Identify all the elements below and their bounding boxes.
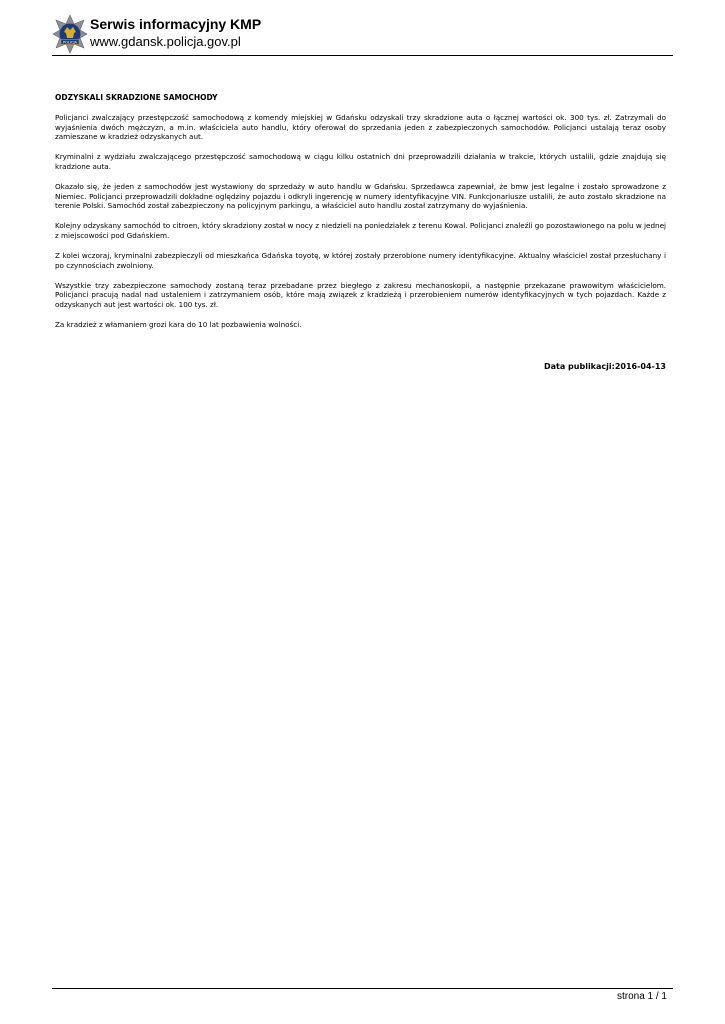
footer-divider [52,988,673,989]
article-title: ODZYSKALI SKRADZIONE SAMOCHODY [55,93,218,102]
article-paragraph: Kryminalni z wydziału zwalczającego przestępczość samochodową w ciągu kilku ostatnich dni przeprowadzili działania w trakcie, których ustalili, gdzie znajdują się kradzione auta. [55,152,666,171]
police-star-badge-icon [52,14,88,54]
article-paragraph: Okazało się, że jeden z samochodów jest wystawiony do sprzedaży w auto handlu w Gdańsku. Sprzedawca zapewniał, że bmw jest legalne i zostało sprowadzone z Niemiec. Policjanci przeprowadzili dokładne oględziny pojazdu i odkryli ingerencję w numery identyfikacyjne VIN. Funkcjonariusze ustalili, że auto zostało skradzione na terenie Polski. Samochód został zabezpieczony na policyjnym parkingu, a właściciel auto handlu został zatrzymany do wyjaśnienia. [55,181,666,211]
page-number: strona 1 / 1 [616,991,667,1002]
logo-text: POLICJA [62,40,78,45]
article-body [55,93,666,340]
article-paragraph: Kolejny odzyskany samochód to citroen, który skradziony został w nocy z niedzieli na poniedziałek z terenu Kowal. Policjanci znaleźli go pozostawionego na polu w jednej z miejscowości pod Gdańskiem. [55,221,666,240]
page-header [52,14,672,54]
article-paragraph: Z kolei wczoraj, kryminalni zabezpieczyli od mieszkańca Gdańska toyotę, w której zostały przerobione numery identyfikacyjne. Aktualny właściciel został przesłuchany i po czynnościach zwolniony. [55,250,666,270]
header-divider [52,55,673,56]
site-url: www.gdansk.policja.gov.pl [90,34,241,49]
publication-date: Data publikacji:2016-04-13 [544,362,666,371]
site-title: Serwis informacyjny KMP [90,16,262,32]
article-paragraph: Wszystkie trzy zabezpieczone samochody zostaną teraz przebadane przez biegłego z zakresu mechanoskopii, a następnie przekazane prawowitym właścicielom. Policjanci pracują nadal nad ustaleniem i zatrzymaniem osób, które mają związek z kradzieżą i przerobieniem numerów identyfikacyjnych w tych pojazdach. Każde z odzyskanych aut jest wartości ok. 100 tys. zł. [55,280,666,309]
article-paragraph: Policjanci zwalczający przestępczość samochodową z komendy miejskiej w Gdańsku odzyskali trzy skradzione auta o łącznej wartości ok. 300 tys. zł. Zatrzymali do wyjaśnienia dwóch mężczyzn, a m.in. właściciela auto handlu, który oferował do sprzedania jeden z zabezpieczonych samochodów. Policjanci ustalają teraz osoby zamieszane w kradzież odzyskanych aut. [55,113,666,142]
article-paragraph: Za kradzież z włamaniem grozi kara do 10 lat pozbawienia wolności. [55,319,302,329]
